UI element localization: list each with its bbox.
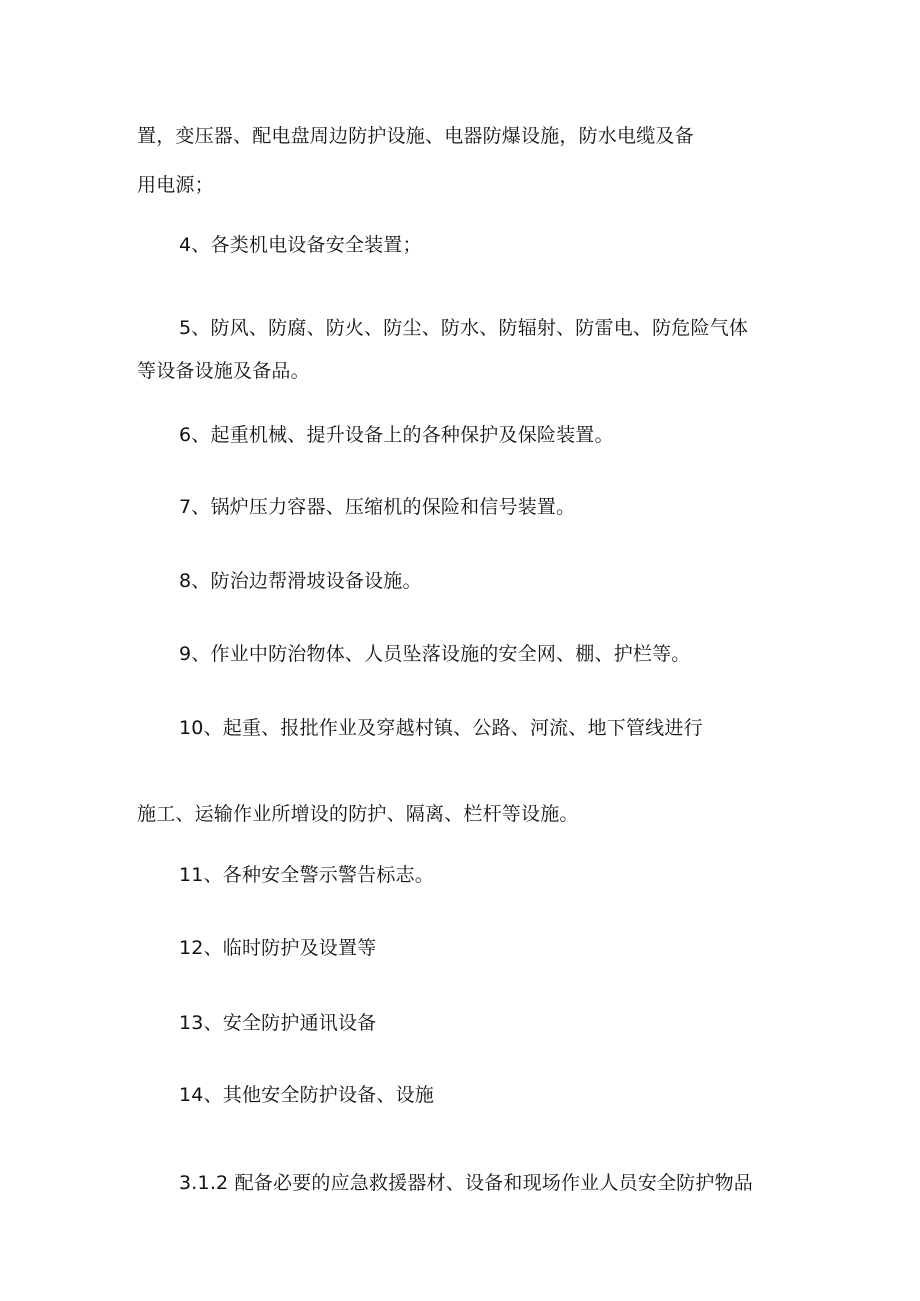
list-item-7: 7、锅炉压力容器、压缩机的保险和信号装置。	[179, 496, 576, 518]
text-line-continuation: 用电源；	[137, 174, 214, 196]
text-line-continuation: 置，变压器、配电盘周边防护设施、电器防爆设施，防水电缆及备	[137, 125, 694, 147]
list-item-14: 14、其他安全防护设备、设施	[179, 1084, 434, 1106]
list-item-5-continuation: 等设备设施及备品。	[137, 360, 310, 382]
list-item-6: 6、起重机械、提升设备上的各种保护及保险装置。	[179, 424, 614, 446]
list-item-13: 13、安全防护通讯设备	[179, 1012, 377, 1034]
list-item-4: 4、各类机电设备安全装置；	[179, 234, 422, 256]
list-item-9: 9、作业中防治物体、人员坠落设施的安全网、棚、护栏等。	[179, 643, 691, 665]
list-item-10: 10、起重、报批作业及穿越村镇、公路、河流、地下管线进行	[179, 717, 703, 739]
list-item-10-continuation: 施工、运输作业所增设的防护、隔离、栏杆等设施。	[137, 803, 579, 825]
list-item-12: 12、临时防护及设置等	[179, 937, 377, 959]
list-item-5: 5、防风、防腐、防火、防尘、防水、防辐射、防雷电、防危险气体	[179, 317, 749, 339]
list-item-11: 11、各种安全警示警告标志。	[179, 864, 434, 886]
list-item-8: 8、防治边帮滑坡设备设施。	[179, 570, 422, 592]
section-heading-3-1-2: 3.1.2 配备必要的应急救援器材、设备和现场作业人员安全防护物品	[179, 1172, 753, 1194]
